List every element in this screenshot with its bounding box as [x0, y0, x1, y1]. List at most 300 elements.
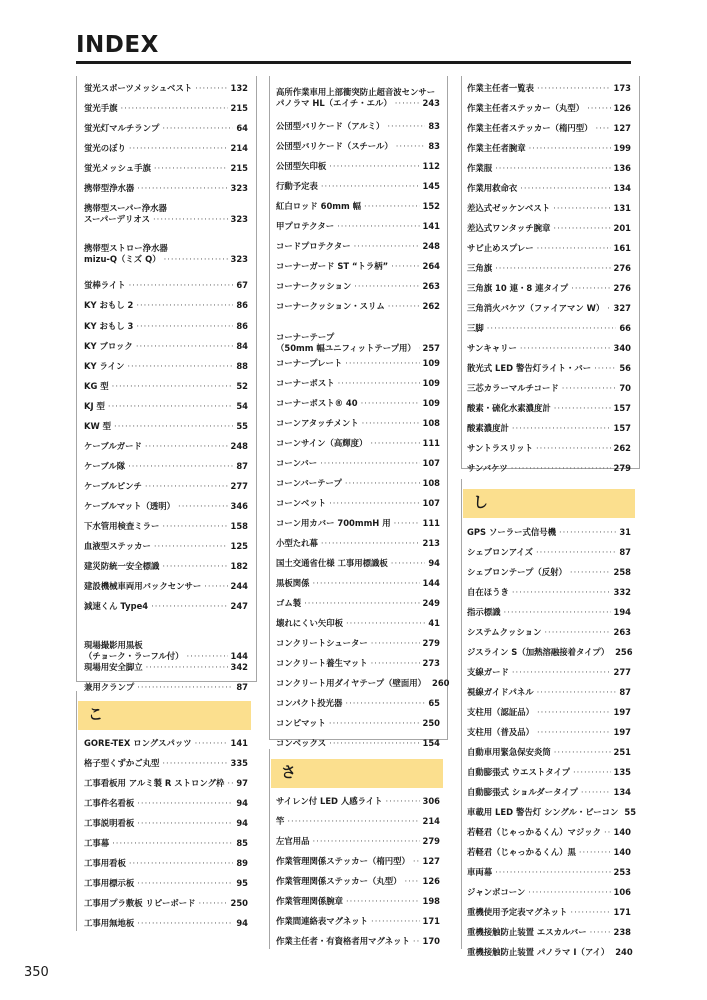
leader-dots [413, 856, 420, 867]
entry-text: コーナープレート [276, 358, 343, 368]
entry-page: 125 [230, 541, 248, 551]
entry-text: サイレン付 LED 人感ライト [276, 796, 383, 806]
title-rule [76, 61, 631, 64]
entry-page: 198 [422, 896, 440, 906]
entry-page: 108 [422, 478, 440, 488]
index-entry [84, 103, 248, 114]
entry-page: 94 [236, 818, 248, 828]
leader-dots [495, 867, 610, 878]
leader-dots [178, 501, 227, 512]
index-entry [467, 463, 631, 474]
leader-dots [136, 300, 233, 311]
entry-text: ケーブル隊 [84, 461, 126, 471]
leader-dots [387, 121, 425, 132]
entry-page: 263 [613, 627, 631, 637]
entry-page: 248 [230, 441, 248, 451]
entry-page: 250 [230, 898, 248, 908]
index-entry [84, 280, 248, 291]
index-entry [84, 401, 248, 412]
entry-text: サントラスリット [467, 443, 533, 453]
index-entry [84, 561, 248, 572]
leader-dots [512, 587, 611, 598]
index-entry [276, 936, 440, 947]
entry-text: ジャンボコーン [467, 887, 526, 897]
entry-text: 支線ガード [467, 667, 509, 677]
entry-text: システムクッション [467, 627, 542, 637]
entry-page: 332 [613, 587, 631, 597]
leader-dots [112, 381, 234, 392]
index-entry [467, 567, 631, 578]
entry-page: 214 [230, 143, 248, 153]
leader-dots [386, 796, 420, 807]
sa-left-line [269, 749, 270, 949]
entry-page: 52 [236, 381, 248, 391]
entry-page: 248 [422, 241, 440, 251]
leader-dots [121, 103, 228, 114]
entry-page: 54 [236, 401, 248, 411]
leader-dots [136, 341, 234, 352]
index-entry [467, 143, 631, 154]
leader-dots [495, 163, 610, 174]
entry-page: 107 [422, 458, 440, 468]
leader-dots [129, 858, 233, 869]
entry-page: 277 [230, 481, 248, 491]
leader-dots [145, 441, 228, 452]
entry-text: 自動車用緊急保安炎筒 [467, 747, 551, 757]
entry-text: 蛍棒ライト [84, 280, 126, 290]
entry-text: コーナーテープ [276, 332, 335, 342]
entry-text: 格子型くずかご丸型 [84, 758, 160, 768]
leader-dots [187, 651, 228, 662]
index-entry [276, 578, 440, 589]
index-entry [467, 727, 631, 738]
leader-dots [537, 707, 611, 718]
index-entry [276, 558, 440, 569]
entry-page: 85 [236, 838, 248, 848]
entry-page: 161 [613, 243, 631, 253]
entry-page: 56 [619, 363, 631, 373]
leader-dots [419, 343, 420, 354]
entry-text: 血液型ステッカー [84, 541, 151, 551]
section-heading-sa [271, 759, 443, 788]
entry-text: コンパクト投光器 [276, 698, 343, 708]
entry-text: スーパーデリオス [84, 214, 150, 224]
entry-text: KY おもし 2 [84, 300, 134, 310]
entry-page: 258 [613, 567, 631, 577]
entry-text: ケーブルガード [84, 441, 142, 451]
entry-page: 127 [422, 856, 440, 866]
index-entry [84, 541, 248, 552]
entry-page: 213 [422, 538, 440, 548]
leader-dots [595, 123, 610, 134]
index-entry [84, 461, 248, 472]
leader-dots [495, 263, 610, 274]
entry-page: 170 [422, 936, 440, 946]
col3-left-line [461, 76, 462, 468]
leader-dots [329, 498, 419, 509]
index-entry [276, 498, 440, 509]
leader-dots [287, 816, 419, 827]
entry-text: シェブロンアイズ [467, 547, 533, 557]
entry-page: 262 [422, 301, 440, 311]
leader-dots [536, 547, 616, 558]
leader-dots [581, 787, 611, 798]
entry-text: コンクリート養生マット [276, 658, 368, 668]
entry-page: 55 [624, 807, 637, 817]
entry-page: 108 [422, 418, 440, 428]
entry-page: 107 [422, 498, 440, 508]
leader-dots [320, 458, 419, 469]
entry-text: 若軽君（じゃっかるくん）マジック [467, 827, 601, 837]
entry-text: 重機使用予定表マグネット [467, 907, 568, 917]
index-entry [84, 243, 248, 265]
index-entry [276, 181, 440, 192]
index-entry [84, 83, 248, 94]
leader-dots [112, 838, 233, 849]
index-entry [84, 640, 248, 662]
entry-text: KJ 型 [84, 401, 105, 411]
entry-page: 244 [230, 581, 248, 591]
entry-text: コーナーポスト [276, 378, 335, 388]
leader-dots [146, 662, 228, 673]
entry-text: 工事件名看板 [84, 798, 135, 808]
entry-text: 酸素・硫化水素濃度計 [467, 403, 551, 413]
index-entry [84, 321, 248, 332]
leader-dots [371, 638, 420, 649]
leader-dots [487, 323, 617, 334]
leader-dots [162, 561, 227, 572]
index-entry [276, 141, 440, 152]
leader-dots [371, 916, 419, 927]
entry-text: （チョーク・ラーフル付） [84, 651, 184, 661]
col3-right-line [639, 76, 640, 468]
index-entry [84, 183, 248, 194]
entry-page: 260 [432, 678, 450, 688]
entry-page: 264 [422, 261, 440, 271]
entry-text: GORE-TEX ロングスパッツ [84, 738, 192, 748]
leader-dots [520, 183, 610, 194]
leader-dots [195, 83, 227, 94]
leader-dots [313, 578, 420, 589]
index-entry [467, 383, 631, 394]
leader-dots [329, 718, 420, 729]
entry-page: 171 [422, 916, 440, 926]
entry-text: 建災防統一安全標識 [84, 561, 160, 571]
index-entry [84, 421, 248, 432]
index-entry [467, 827, 631, 838]
index-entry [467, 647, 631, 658]
entry-text: 蛍光手旗 [84, 103, 118, 113]
index-entry [467, 587, 631, 598]
leader-dots [590, 927, 611, 938]
index-entry [467, 747, 631, 758]
entry-text: コンクリート用ダイヤテープ（壁面用） [276, 678, 426, 688]
entry-text: 工事説明看板 [84, 818, 135, 828]
index-entry [84, 682, 248, 693]
entry-page: 132 [230, 83, 248, 93]
leader-dots [579, 847, 611, 858]
section-sa-label: さ [281, 763, 297, 781]
entry-text: コーンバーテープ [276, 478, 342, 488]
index-entry [84, 203, 248, 225]
entry-page: 41 [428, 618, 440, 628]
entry-text: 酸素濃度計 [467, 423, 509, 433]
index-entry [467, 867, 631, 878]
entry-text: 散光式 LED 警告灯ライト・バー [467, 363, 592, 373]
index-entry [467, 223, 631, 234]
entry-page: 136 [613, 163, 631, 173]
entry-text: 作業主任者・有資格者用マグネット [276, 936, 410, 946]
index-entry [467, 547, 631, 558]
index-entry [467, 847, 631, 858]
index-entry [84, 878, 248, 889]
entry-text: 黒板関係 [276, 578, 310, 588]
leader-dots [559, 527, 616, 538]
leader-dots [151, 601, 227, 612]
index-entry [467, 907, 631, 918]
index-entry [276, 796, 440, 807]
index-entry [467, 527, 631, 538]
entry-text: 工事用無地板 [84, 918, 135, 928]
entry-text: 三芯カラーマルチコード [467, 383, 559, 393]
leader-dots [554, 747, 611, 758]
section-heading-shi [463, 489, 635, 518]
entry-text: mizu-Q（ミズ Q） [84, 254, 161, 264]
entry-page: 131 [613, 203, 631, 213]
index-entry [276, 538, 440, 549]
entry-text: ゴム製 [276, 598, 302, 608]
entry-page: 94 [236, 918, 248, 928]
entry-text: 携帯型スーパー浄水器 [84, 203, 167, 213]
page-number: 350 [24, 965, 49, 980]
leader-dots [571, 283, 610, 294]
entry-text: サンキャリー [467, 343, 517, 353]
entry-page: 109 [422, 358, 440, 368]
leader-dots [554, 403, 611, 414]
index-entry [276, 856, 440, 867]
entry-page: 182 [230, 561, 248, 571]
entry-page: 256 [615, 647, 633, 657]
entry-text: 作業管理関係腕章 [276, 896, 343, 906]
index-entry [84, 778, 248, 789]
entry-page: 335 [230, 758, 248, 768]
entry-text: 作業主任者ステッカー（楕円型） [467, 123, 593, 133]
entry-page: 141 [422, 221, 440, 231]
index-entry [276, 418, 440, 429]
entry-page: 215 [230, 163, 248, 173]
entry-text: 紅白ロッド 60mm 幅 [276, 201, 362, 211]
index-entry [84, 601, 248, 612]
leader-dots [370, 438, 419, 449]
index-entry [84, 501, 248, 512]
entry-page: 86 [236, 300, 248, 310]
entry-page: 141 [230, 738, 248, 748]
entry-text: 自動膨張式 ショルダータイプ [467, 787, 578, 797]
entry-text: 蛍光灯マルチランプ [84, 123, 160, 133]
index-entry [276, 438, 440, 449]
leader-dots [391, 261, 419, 272]
entry-page: 87 [236, 682, 248, 692]
entry-text: コーナーガード ST “トラ柄” [276, 261, 389, 271]
index-entry [276, 301, 440, 312]
entry-page: 106 [613, 887, 631, 897]
entry-page: 194 [613, 607, 631, 617]
entry-text: 支柱用（普及品） [467, 727, 534, 737]
index-entry [276, 816, 440, 827]
leader-dots [395, 98, 420, 109]
index-entry [84, 818, 248, 829]
entry-page: 126 [613, 103, 631, 113]
entry-page: 89 [236, 858, 248, 868]
index-entry [276, 638, 440, 649]
index-entry [276, 241, 440, 252]
entry-page: 86 [236, 321, 248, 331]
entry-page: 323 [230, 254, 248, 264]
index-entry [84, 521, 248, 532]
index-entry [467, 767, 631, 778]
entry-text: 壊れにくい矢印板 [276, 618, 343, 628]
index-entry [276, 281, 440, 292]
index-entry [276, 161, 440, 172]
entry-text: コーンバー [276, 458, 318, 468]
leader-dots [338, 378, 420, 389]
entry-page: 84 [236, 341, 248, 351]
leader-dots [114, 421, 233, 432]
entry-page: 157 [613, 403, 631, 413]
entry-page: 55 [236, 421, 248, 431]
leader-dots [346, 896, 420, 907]
index-entry [84, 918, 248, 929]
entry-page: 257 [422, 343, 440, 353]
entry-text: 減速くん Type4 [84, 601, 149, 611]
index-entry [84, 838, 248, 849]
entry-page: 240 [615, 947, 633, 957]
leader-dots [504, 607, 611, 618]
shi-left-line [461, 479, 462, 949]
index-entry [467, 323, 631, 334]
section-ko-label: こ [88, 705, 104, 723]
leader-dots [391, 558, 426, 569]
entry-page: 276 [613, 283, 631, 293]
entry-text: KY おもし 3 [84, 321, 134, 331]
index-entry [276, 221, 440, 232]
index-entry [467, 263, 631, 274]
index-entry [84, 381, 248, 392]
index-entry [84, 361, 248, 372]
leader-dots [537, 83, 611, 94]
col2-right-line [447, 76, 448, 739]
entry-page: 173 [613, 83, 631, 93]
leader-dots [362, 418, 420, 429]
leader-dots [164, 254, 228, 265]
index-entry [467, 183, 631, 194]
entry-text: 蛍光メッシュ手旗 [84, 163, 151, 173]
entry-text: ジスライン S（加熱溶融接着タイプ） [467, 647, 610, 657]
entry-page: 127 [613, 123, 631, 133]
entry-page: 70 [619, 383, 631, 393]
entry-text: コーナーポスト® 40 [276, 398, 358, 408]
entry-text: 差込式ワンタッチ腕章 [467, 223, 551, 233]
entry-text: 三角消火バケツ（ファイアマン W） [467, 303, 605, 313]
index-entry [276, 358, 440, 369]
leader-dots [313, 836, 420, 847]
entry-text: 高所作業車用上部衝突防止超音波センサー [276, 87, 436, 97]
entry-text: 現場撮影用黒板 [84, 640, 143, 650]
entry-text: パノラマ HL（エイチ・エル） [276, 98, 392, 108]
entry-page: 140 [613, 847, 631, 857]
entry-page: 323 [230, 214, 248, 224]
leader-dots [129, 280, 234, 291]
leader-dots [154, 541, 228, 552]
entry-page: 135 [613, 767, 631, 777]
index-entry [467, 103, 631, 114]
leader-dots [528, 887, 610, 898]
leader-dots [536, 443, 611, 454]
entry-text: KW 型 [84, 421, 112, 431]
entry-page: 66 [619, 323, 631, 333]
index-entry [84, 341, 248, 352]
entry-text: コーン用カバー 700mmH 用 [276, 518, 391, 528]
index-entry [467, 707, 631, 718]
leader-dots [573, 767, 611, 778]
index-entry [276, 836, 440, 847]
leader-dots [329, 161, 419, 172]
leader-dots [195, 738, 228, 749]
leader-dots [137, 798, 233, 809]
entry-text: ケーブルピンチ [84, 481, 142, 491]
entry-text: 携帯型ストロー浄水器 [84, 243, 168, 253]
leader-dots [162, 758, 227, 769]
index-entry [84, 581, 248, 592]
leader-dots [304, 598, 419, 609]
entry-page: 250 [422, 718, 440, 728]
index-entry [467, 163, 631, 174]
entry-page: 111 [422, 438, 440, 448]
leader-dots [361, 398, 420, 409]
entry-text: 蛍光のぼり [84, 143, 126, 153]
entry-text: 重機接触防止装置 パノラマ I（アイ） [467, 947, 610, 957]
entry-text: コンクリートシューター [276, 638, 368, 648]
entry-text: 作業主任者一覧表 [467, 83, 534, 93]
entry-page: 87 [236, 461, 248, 471]
entry-page: 88 [236, 361, 248, 371]
leader-dots [128, 461, 233, 472]
entry-page: 140 [613, 827, 631, 837]
entry-page: 65 [428, 698, 440, 708]
entry-text: 工事看板用 アルミ製 R ストロング枠 [84, 778, 225, 788]
leader-dots [346, 618, 425, 629]
entry-text: 自動膨張式 ウエストタイプ [467, 767, 570, 777]
entry-page: 279 [422, 836, 440, 846]
index-entry [84, 481, 248, 492]
index-entry [467, 443, 631, 454]
leader-dots [345, 698, 425, 709]
entry-page: 154 [422, 738, 440, 748]
entry-text: コンピマット [276, 718, 326, 728]
index-entry [84, 898, 248, 909]
index-entry [467, 687, 631, 698]
entry-text: コーンベット [276, 498, 327, 508]
entry-text: 現場用安全脚立 [84, 662, 143, 672]
entry-page: 94 [236, 798, 248, 808]
entry-page: 279 [422, 638, 440, 648]
index-entry [276, 698, 440, 709]
entry-page: 97 [236, 778, 248, 788]
entry-page: 94 [428, 558, 440, 568]
entry-text: 作業用救命衣 [467, 183, 518, 193]
leader-dots [162, 521, 227, 532]
index-entry [276, 678, 450, 689]
